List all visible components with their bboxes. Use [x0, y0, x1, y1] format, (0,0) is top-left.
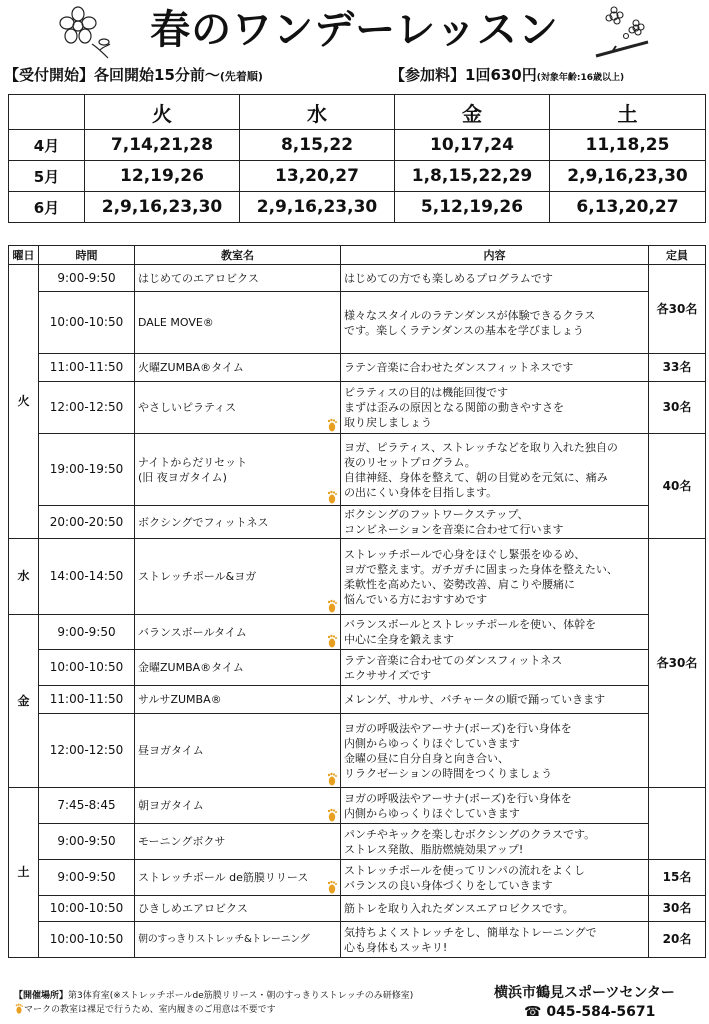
footprint-icon	[326, 418, 338, 432]
venue-text: 第3体育室(※ストレッチポールde筋膜リリース・朝のすっきりストレッチのみ研修室)	[68, 991, 414, 1001]
capacity-cell: 30名	[649, 382, 706, 434]
lesson-time: 9:00-9:50	[39, 824, 135, 860]
lesson-name-text: DALE MOVE®	[138, 316, 214, 329]
lesson-name	[135, 650, 341, 686]
table-row	[9, 824, 706, 860]
lesson-name-text: ナイトからだリセット (旧 夜ヨガタイム)	[138, 455, 248, 484]
calendar-dates: 12,19,26	[85, 161, 240, 192]
footprint-icon	[326, 490, 338, 504]
table-row	[9, 506, 706, 539]
phone-number: 045-584-5671	[546, 1004, 656, 1020]
calendar-day-header: 水	[240, 95, 395, 130]
venue-label: 【開催場所】	[14, 991, 69, 1001]
lesson-name	[135, 382, 341, 434]
table-row	[9, 860, 706, 896]
barefoot-note: マークの教室は裸足で行うため、室内履きのご用意は不要です	[24, 1005, 276, 1015]
day-cell: 水	[9, 539, 39, 615]
date-calendar-table	[8, 94, 706, 223]
lesson-time: 20:00-20:50	[39, 506, 135, 539]
phone-line	[494, 1003, 699, 1022]
header-content: 内容	[341, 246, 649, 265]
lesson-time: 10:00-10:50	[39, 922, 135, 958]
calendar-month: 5月	[9, 161, 85, 192]
lesson-name-text: 火曜ZUMBA®タイム	[138, 361, 244, 374]
lesson-desc: ボクシングのフットワークステップ、 コンビネーションを音楽に合わせて行います	[341, 506, 649, 539]
calendar-day-header: 土	[550, 95, 706, 130]
lesson-desc: ピラティスの目的は機能回復です まずは歪みの原因となる関節の動きやすさを 取り戻しましょう	[341, 382, 649, 434]
table-row	[9, 650, 706, 686]
header-day: 曜日	[9, 246, 39, 265]
lesson-time: 11:00-11:50	[39, 354, 135, 382]
lesson-time: 19:00-19:50	[39, 434, 135, 506]
table-row	[9, 292, 706, 354]
lesson-desc: ストレッチポールを使ってリンパの流れをよくし バランスの良い身体づくりをしていきます	[341, 860, 649, 896]
day-cell: 土	[9, 788, 39, 958]
calendar-row	[9, 161, 706, 192]
table-row	[9, 896, 706, 922]
lesson-schedule-table	[8, 245, 706, 958]
lesson-desc: ヨガの呼吸法やアーサナ(ポーズ)を行い身体を 内側からゆっくりほぐしていきます	[341, 788, 649, 824]
lesson-time: 7:45-8:45	[39, 788, 135, 824]
table-row	[9, 354, 706, 382]
lesson-time: 14:00-14:50	[39, 539, 135, 615]
lesson-name	[135, 860, 341, 896]
organization-info	[494, 984, 699, 1022]
lesson-desc: ストレッチポールで心身をほぐし緊張をゆるめ、 ヨガで整えます。ガチガチに固まった身体を整えたい、 柔軟性を高めたい、姿勢改善、肩こりや腰痛に 悩んでいる方におすすめです	[341, 539, 649, 615]
capacity-cell: 30名	[649, 896, 706, 922]
calendar-row	[9, 130, 706, 161]
footprint-icon	[326, 808, 338, 822]
lesson-time: 9:00-9:50	[39, 265, 135, 292]
calendar-dates: 8,15,22	[240, 130, 395, 161]
calendar-dates: 6,13,20,27	[550, 192, 706, 223]
capacity-cell: 40名	[649, 434, 706, 539]
lesson-desc: ヨガの呼吸法やアーサナ(ポーズ)を行い身体を 内側からゆっくりほぐしていきます 金曜の昼に自分自身と向き合い、 リラクゼーションの時間をつくりましょう	[341, 714, 649, 788]
lesson-name	[135, 922, 341, 958]
footprint-icon	[326, 880, 338, 894]
lesson-name-text: ボクシングでフィットネス	[138, 515, 269, 529]
calendar-dates: 10,17,24	[395, 130, 550, 161]
lesson-name-text: 朝のすっきりストレッチ&トレーニング	[138, 934, 310, 945]
footprint-icon	[326, 599, 338, 613]
lesson-name-text: モーニングボクサ	[138, 835, 226, 848]
venue-line	[14, 990, 494, 1003]
table-row	[9, 714, 706, 788]
info-row	[0, 64, 709, 86]
lesson-name-text: ストレッチポール&ヨガ	[138, 570, 257, 583]
calendar-dates: 11,18,25	[550, 130, 706, 161]
lesson-name	[135, 434, 341, 506]
calendar-dates: 7,14,21,28	[85, 130, 240, 161]
lesson-name-text: ひきしめエアロビクス	[138, 902, 248, 915]
table-row	[9, 788, 706, 824]
lesson-desc: 様々なスタイルのラテンダンスが体験できるクラス です。楽しくラテンダンスの基本を学びましょう	[341, 292, 649, 354]
header-time: 時間	[39, 246, 135, 265]
lesson-name	[135, 686, 341, 714]
lesson-name-text: やさしいピラティス	[138, 401, 237, 414]
lesson-name-text: はじめてのエアロビクス	[138, 271, 259, 285]
calendar-month: 4月	[9, 130, 85, 161]
schedule-header-row	[9, 246, 706, 265]
lesson-desc: パンチやキックを楽しむボクシングのクラスです。 ストレス発散、脂肪燃焼効果アップ!	[341, 824, 649, 860]
fee-info	[390, 64, 624, 89]
page-title: 春のワンデーレッスン	[150, 6, 559, 53]
lesson-time: 10:00-10:50	[39, 650, 135, 686]
lesson-name	[135, 506, 341, 539]
calendar-corner	[9, 95, 85, 130]
capacity-cell: 15名	[649, 860, 706, 896]
table-row	[9, 265, 706, 292]
day-cell: 火	[9, 265, 39, 539]
lesson-time: 9:00-9:50	[39, 615, 135, 650]
lesson-name-text: ストレッチポール de筋膜リリース	[138, 871, 309, 884]
reception-info	[4, 64, 263, 88]
table-row	[9, 434, 706, 506]
capacity-cell: 33名	[649, 354, 706, 382]
lesson-time: 12:00-12:50	[39, 382, 135, 434]
capacity-cell-empty	[649, 788, 706, 860]
day-cell: 金	[9, 615, 39, 788]
table-row	[9, 686, 706, 714]
footprint-icon	[326, 772, 338, 786]
calendar-header-row	[9, 95, 706, 130]
lesson-name	[135, 896, 341, 922]
calendar-month: 6月	[9, 192, 85, 223]
lesson-time: 10:00-10:50	[39, 292, 135, 354]
table-row	[9, 922, 706, 958]
table-row	[9, 382, 706, 434]
lesson-desc: ラテン音楽に合わせてのダンスフィットネス エクササイズです	[341, 650, 649, 686]
reception-text: 【受付開始】各回開始15分前～	[4, 66, 220, 84]
calendar-day-header: 金	[395, 95, 550, 130]
calendar-dates: 2,9,16,23,30	[550, 161, 706, 192]
phone-icon: ☎	[524, 1004, 542, 1020]
header-class: 教室名	[135, 246, 341, 265]
footprint-icon	[326, 634, 338, 648]
lesson-desc: 気持ちよくストレッチをし、簡単なトレーニングで 心も身体もスッキリ!	[341, 922, 649, 958]
calendar-dates: 13,20,27	[240, 161, 395, 192]
header-capacity: 定員	[649, 246, 706, 265]
lesson-name-text: 昼ヨガタイム	[138, 744, 204, 757]
fee-text: 【参加料】1回630円	[390, 66, 537, 84]
lesson-desc: メレンゲ、サルサ、バチャータの順で踊っていきます	[341, 686, 649, 714]
calendar-row	[9, 192, 706, 223]
table-row	[9, 615, 706, 650]
capacity-cell: 20名	[649, 922, 706, 958]
lesson-name-text: 金曜ZUMBA®タイム	[138, 661, 244, 674]
lesson-name	[135, 824, 341, 860]
calendar-dates: 2,9,16,23,30	[240, 192, 395, 223]
lesson-name	[135, 354, 341, 382]
lesson-name	[135, 615, 341, 650]
lesson-name	[135, 788, 341, 824]
lesson-name	[135, 714, 341, 788]
capacity-cell: 各30名	[649, 539, 706, 788]
footprint-icon	[14, 1003, 24, 1014]
lesson-desc: はじめての方でも楽しめるプログラムです	[341, 265, 649, 292]
table-row	[9, 539, 706, 615]
calendar-dates: 5,12,19,26	[395, 192, 550, 223]
lesson-time: 9:00-9:50	[39, 860, 135, 896]
lesson-name	[135, 265, 341, 292]
calendar-day-header: 火	[85, 95, 240, 130]
lesson-name	[135, 292, 341, 354]
lesson-name-text: 朝ヨガタイム	[138, 799, 204, 812]
lesson-desc: ラテン音楽に合わせたダンスフィットネスです	[341, 354, 649, 382]
capacity-cell: 各30名	[649, 265, 706, 354]
reception-note: (先着順)	[219, 70, 263, 83]
lesson-time: 12:00-12:50	[39, 714, 135, 788]
calendar-dates: 2,9,16,23,30	[85, 192, 240, 223]
lesson-time: 11:00-11:50	[39, 686, 135, 714]
lesson-time: 10:00-10:50	[39, 896, 135, 922]
fee-note: (対象年齢:16歳以上)	[536, 73, 625, 83]
lesson-desc: 筋トレを取り入れたダンスエアロビクスです。	[341, 896, 649, 922]
lesson-desc: バランスボールとストレッチポールを使い、体幹を 中心に全身を鍛えます	[341, 615, 649, 650]
barefoot-line	[14, 1003, 494, 1017]
lesson-name-text: バランスボールタイム	[138, 625, 247, 639]
lesson-desc: ヨガ、ピラティス、ストレッチなどを取り入れた独自の 夜のリセットプログラム。 自律神経、身体を整えて、朝の目覚めを元気に、痛み の出にくい身体を目指します。	[341, 434, 649, 506]
footer-notes	[14, 990, 494, 1017]
calendar-dates: 1,8,15,22,29	[395, 161, 550, 192]
organization-name: 横浜市鶴見スポーツセンター	[494, 985, 675, 1001]
lesson-name-text: サルサZUMBA®	[138, 693, 222, 706]
lesson-name	[135, 539, 341, 615]
